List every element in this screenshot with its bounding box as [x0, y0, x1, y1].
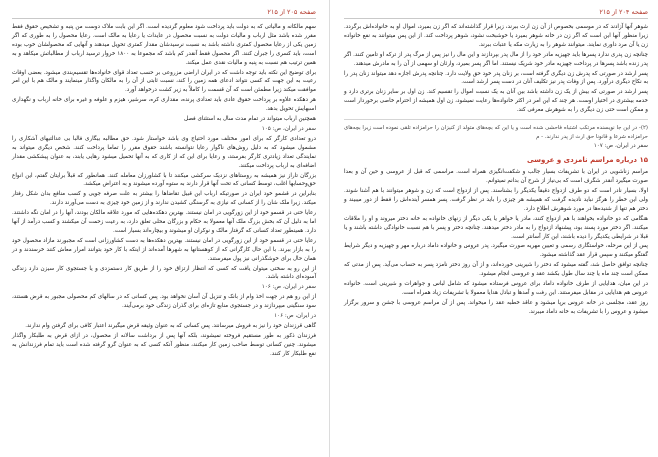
- paragraph: شوهر آنها آزادند که در موسمی بخصوص از آن زن ارث ببرند، زیرا قرار گذاشته‌اند که اگر زن بمیرد، اموال او به خانواده‌اش برگردد. زیرا منظور آنها این است که اگر زن در خانه شوهر بمیرد یا خوشبخت نشود، شوهر پرداخت کند. از این پس میتوانند به نفع خانواده زن یا آن مرد داوری نمایند. میتوانند شوهر را به زیارت مکه یا عتبات ببرند.: [344, 24, 648, 48]
- right-page: [336, 0, 656, 457]
- paragraph: رعایا حتی در قسمو خود از این زورگویی در امان نیستند. بهترین دهکده‌هایی که مورد علاقه مالکان بودند، آنها را در امان نگه داشتند. اما به دلیل آن که بخش بزرگ ملک آنها معمولا به حکام و بزرگان محلی تعلق دارد، به رعیت زحمت آن میکشند و کسب درآمد از آنها دارد. همینطور تعداد کسانی که گرفتار مالک و نوکران او میشوند و بیچاره‌اند بسیار است.: [12, 210, 316, 234]
- paragraph: چنانچه توافق حاصل شد، گفته میشود که دختر را شیرینی خورده‌اند، و از آن روز دختر نامزد پسر به حساب می‌آید. پس از مدتی که ممکن است چند ماه یا چند سال طول بکشد عقد و عروسی انجام میشود.: [344, 262, 648, 278]
- paragraph: سهم مالکانه و مالیاتی که به دولت باید پرداخت شود معلوم گردیده است. اگر این بابت ملاک دوست من پنبه و تشخیص حقوق فقط مقرر شده باشد مثل ارباب و مالیات دولت به نسبت محصول در عایدات یا رعایا به مالک است. رعایا محصول را به طوری که اگر زمین یکی از رعایا محصول کمتری داشته باشد به نسبت نرسیدشان مقدار کمتری تحویل میدهند و آنهایی که محصولشان خوب بوده است، باید کسری را جبران کنند. اگر محصول فقط آنقدر کم باشد که مجموعا به ۱۸۰۰ خروار ترسید ارباب از مطالباتش میکاهد و به همین ترتیب هم نسبت به پنبه و مالیات نقدی عمل میکند.: [12, 24, 316, 66]
- paragraph: بزرگان تاراز نیز همیشه به روستاهای نزدیک سرکشی میکنند تا با کشاورزان معامله کنند. همانطور که قبلاً برایتان گفتم، این انواع حق‌وحسابها اغلب، توسط کسانی که تحت آنها قرار دارند به ستوه آورده میشوند و به اعتراض میکشد.: [12, 172, 316, 188]
- source-reference: در ایران، ص: ۱۰۶: [274, 313, 316, 320]
- page-number-label: صفحه ۲۰۴ از ۲۱۵: [599, 8, 648, 16]
- paragraph: در این میان، هدایایی از طرف خانواده داماد برای عروس فرستاده میشود که شامل لباس و جواهرات و شیرینی است. خانواده عروس هم هدایایی در مقابل میفرستند. این رفت و آمدها و تبادل هدایا معمولا با تشریفات زیاد همراه است.: [344, 281, 648, 296]
- paragraph: برای توضیح این نکته باید توجه داشت که در ایران اراضی مزروعی بر حسب تعداد قوای خانواده‌ها تقسیم‌بندی میشود. بعضی اوقات رعیت به این جهت که کسی نتواند ادعای همه زمین را کند، نسبت ثابتی از آن را به مالکان واگذار مینمایند و مالک هم با این امر موافقت میکند زیرا مطمئن است که آن قسمت را کاملاً به زیر کشت درخواهد آورد.: [12, 69, 316, 94]
- paragraph: پس از این مرحله، خواستگاری رسمی و تعیین مهریه صورت میگیرد. پدر عروس و خانواده داماد درباره مهر و جهیزیه و دیگر شرایط گفتگو میکنند و سپس قرار عقد گذاشته میشود.: [344, 243, 648, 259]
- source-reference: سفر در ایران، ص: ۱۰۵: [261, 125, 316, 132]
- paragraph: همچنین ارباب میتواند در تمام مدت سال به استثنای فصل: [183, 116, 316, 123]
- paragraph: رعایا حتی در قسمو خود از این زورگویی در امان نیستند. بهترین دهکده‌ها به دست کشاورزانی است که مجبورند مازاد محصول خود را به بازار ببرند. با این حال کارگرانی که از کوهستانها به شهرها آمده‌اند از اینکه با کار خود بتوانند امرار معاش کنند خرسندند و در همان حال برای خوشگذرانی نیز پول میفرستند.: [12, 237, 316, 262]
- paragraph: گاهی قرزندان خود را نیز به فروش میرسانند. پس کسانی که به عنوان وثیقه قرض میگیرند اعتبار کافی برای گرفتن وام ندارند.: [25, 323, 316, 329]
- paragraph: بنابراین در قشمو خود ایران در صورتیکه ارباب این قبیل تقاضاها را بیشتر به علت صرفه جویی و کسب منافع بدان شکل رفتار میکند. زیرا ملک شان را از کسانی که نیازی به گرسنگی کشیدن ندارند و از زمین خود چیزی به دست می‌آورند دارند.: [12, 191, 316, 207]
- paragraph: از این رو به سختی میتوان یافت که کسی که انتظار ارتزاق خود را از طریق کار دستمزدی و یا جستجوی کار سیزن دارد زندگی آسوده‌ای داشته باشد.: [12, 265, 316, 281]
- paragraph: پسر ارشد در صورتی که پدرش زن دیگری گرفته است، بر زنان پدر خود حق ولایت دارد. چنانچه پدرش اجازه دهد میتواند زنان پدر را به نکاح دیگری درآورد. پس از وفات پدر نیز تکلیف آنان در دست پسر ارشد است.: [344, 70, 648, 86]
- paragraph: اولا، بسیار نادر است که دو طرف ازدواج دقیقاً یکدیگر را بشناسند. پس از ازدواج است که زن و شوهر میتوانند با هم آشنا شوند. ولی این خطر را هرگز نباید نادیده گرفت که همیشه هر چیزی را باید در نظر گرفت. پسر همسر آینده‌اش را فقط از دور میبیند و دختر هم تنها از شنیده‌ها در مورد شوهرش اطلاع دارد.: [344, 187, 648, 212]
- footnote: (۲)- در این جا نویسنده مرتکب اشتباه فاحشی شده است و یا این که بچه‌های متولد از کنیزان را حرامزاده تلقی نموده است زیرا بچه‌های حرامزاده شرعا و قانونا حق ارث از پدر ندارند. - م: [344, 125, 648, 140]
- paragraph: مراسم زناشویی در ایران با تشریفات بسیار جالب و شکفت‌انگیزی همراه است. مراسمی که قبل از عروسی و حین آن و بعدا صورت میگیرد آنقدر شگرف است که بی‌نیاز از شرح آن بدانم نمیتوانم.: [344, 169, 648, 185]
- page-header: [12, 6, 316, 19]
- page-number-label: صفحه ۲۰۵ از ۲۱۵: [267, 8, 316, 16]
- page-body: [344, 23, 648, 317]
- paragraph: هر دهکده علاوه بر پرداخت حقوق عادی باید تعدادی پرنده، مقداری کره، سرشیر، هیزم و علوفه و غیره برای خانه ارباب و نگهداری اسبهایش تحویل بدهد.: [12, 97, 316, 113]
- paragraph: پسر ارشد در صورتی که بیش از یک زن داشته باشد بین آنان به یک نسبت اموال را تقسیم کند. زن اول بر سایر زنان برتری دارد و خدمه بیشتری در اختیار اوست. هر چند که این امر در اکثر خانواده‌ها رعایت نمیشود، زن اول همیشه از احترام خاصی برخوردار است و ممکن است حتی زن دیگری را به شوهرش معرفی کند.: [344, 89, 648, 114]
- page-body: [12, 23, 316, 359]
- source-reference: سفر در ایران، ص: ۱۰۷: [593, 143, 648, 150]
- source-reference: سفر در ایران، ص: ۱۰۶: [261, 284, 316, 291]
- left-page: [4, 0, 324, 457]
- paragraph: روز عقد، مجلسی در خانه عروس برپا میشود و عاقد خطبه عقد را میخواند. پس از آن مراسم عروسی با جشن و سرور برگزار میشود و عروس را با تشریفات به خانه داماد میبرند.: [344, 299, 648, 315]
- paragraph: فرزندان ذکور به طور مستقیم فروخته نمیشوند، بلکه آنها پس از برداشت سالانه از محصول، در ازای قرض به طلبکار واگذار میشوند. چنین کسانی توسط صاحب زمین کار میکنند، منظور آنکه کسی که به عنوان گرو گرفته شده است باید تمام فرزندانش به نفع طلبکار کار کنند.: [12, 332, 316, 357]
- paragraph: هنگامی که دو خانواده بخواهند با هم ازدواج کنند، مادر یا خواهر یا یکی دیگر از زنهای خانواده به خانه دختر میروند و او را ملاقات میکنند. اگر دختر مورد پسند بود، پیشنهاد ازدواج را به مادر دختر میدهند. چنانچه دختر و پسر با هم نسبت خانوادگی داشته باشند و یا قبلا در شرایطی یکدیگر را دیده باشند، این کار آسانتر است.: [344, 215, 648, 240]
- footnote-divider: [344, 119, 648, 120]
- page-header: [344, 6, 648, 19]
- paragraph: از این رو هم در جهت اخذ وام از بانک و تنزیل آن آسان نخواهد بود. پس کسانی که در سالهای کم محصولی مجبور به قرض هستند، سود سنگینی میپردازند و در جستجوی منابع تازه‌ای برای گذران زندگی خود برمی‌آیند.: [12, 294, 316, 310]
- section-heading: ۱۵ درباره مراسم نامزدی و عروسی: [527, 156, 648, 165]
- paragraph: درو تعدادی کارگر که برای امور مختلف مورد احتیاج وی باشد خواستار شود. حق مطالبه بیگاری فالبا بی عدالتیهای آشکاری را مشمول میشود که به دلیل روش‌های ناگوار رعایا نتوانسته باشند حقوق مقرر را تماما پرداخت کنند. شخص دیگری میتواند به نمایندگی تعداد زیادتری کارگر بفرستد، و رعایا برای این که از کاری که به آنها تحمیل میشود رهایی یابند، به عنوان پیشکشی مقدار اضافه‌ای به ارباب پرداخت میکنند.: [12, 135, 316, 169]
- paragraph: چنانچه زن پدری ندارد پسرها باید جهیزیه مادر خود را از مال پدر بپردازند و این مال را نیز پس از مرگ پدر از ترکه او تامین کنند. اگر پدر زنده باشد پسرها در پرداخت جهیزیه مادر خود شریک نیستند. اما اگر پسر بمیرد، وارثان او سهمی از آن را به مادرش میدهند.: [344, 51, 648, 67]
- page-divider: [329, 0, 330, 457]
